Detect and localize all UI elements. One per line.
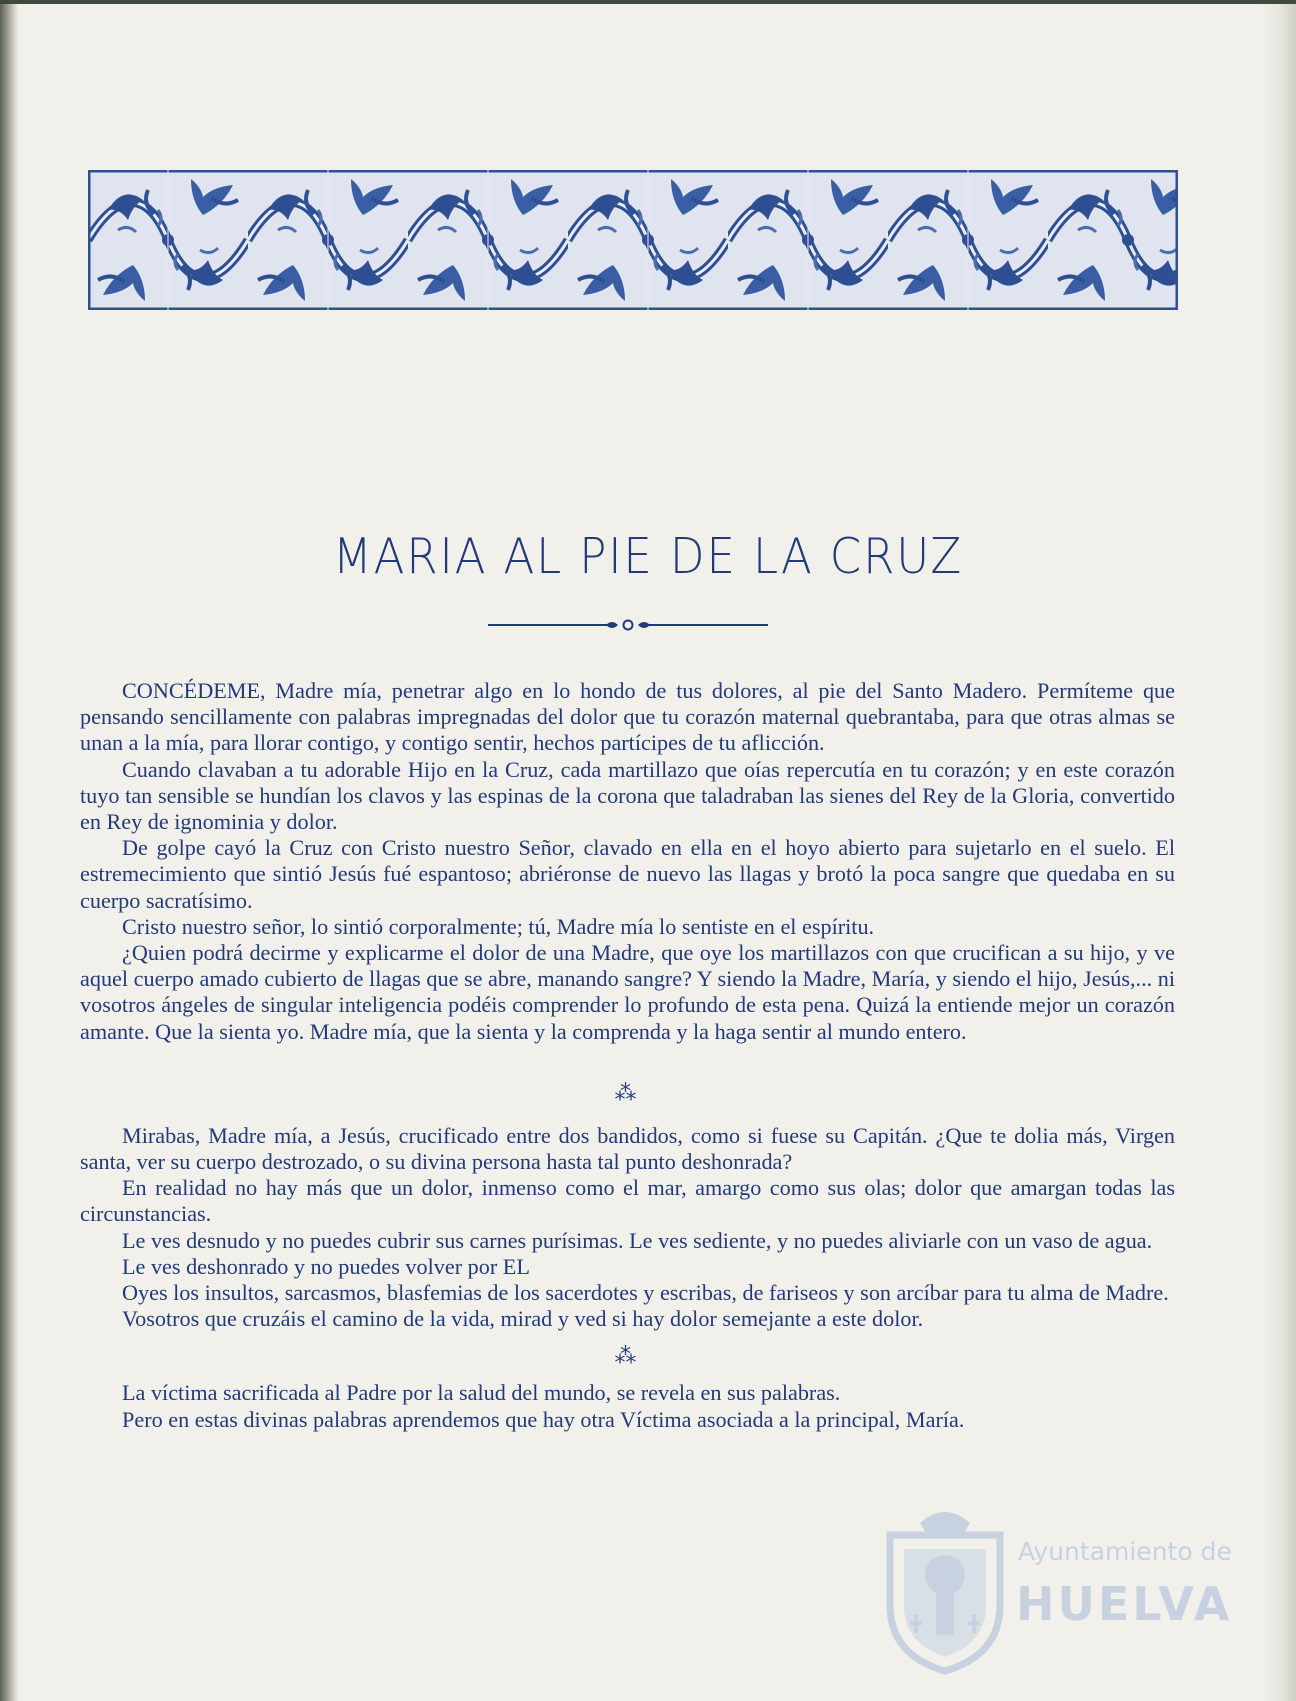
title-rule-icon xyxy=(488,618,768,632)
paragraph: La víctima sacrificada al Padre por la salud del mundo, se revela en sus palabras. xyxy=(122,1380,841,1406)
paragraph: Mirabas, Madre mía, a Jesús, crucificado entre dos bandidos, como si fuese su Capitán. ¿Que te dolia más, Virgen santa, ver su cuerpo destrozado, o su divina persona hasta tal punto deshonrada? xyxy=(80,1122,1175,1175)
paragraph: Cuando clavaban a tu adorable Hijo en la Cruz, cada martillazo que oías repercutía en tu corazón; y en este corazón tuyo tan sensible se hundían los clavos y las espinas de la corona que taladraban las sienes del Rey de la Gloria, convertido en Rey de ignominia y dolor. xyxy=(80,756,1175,835)
paragraph: En realidad no hay más que un dolor, inmenso como el mar, amargo como sus olas; dolor que amargan todas las circunstancias. xyxy=(80,1175,1175,1227)
paragraph: Le ves desnudo y no puedes cubrir sus carnes purísimas. Le ves sediente, y no puedes aliviarle con un vaso de agua. xyxy=(122,1227,1153,1253)
watermark-line2: HUELVA xyxy=(1016,1577,1233,1631)
foliage-band-icon xyxy=(88,170,1178,310)
paragraph: ¿Quien podrá decirme y explicarme el dolor de una Madre, que oye los martillazos con que crucifican a su hijo, y ve aquel cuerpo amado cubierto de llagas que se abre, manando sangre? Y siendo la Madre, María, y siendo el hijo, Jesús,... ni vosotros ángeles de singular inteligencia podéis comprender lo profundo de esta pena. Quizá la entiende mejor un corazón amante. Que la sienta yo. Madre mía, que la sienta y la comprenda y la haga sentir al mundo entero. xyxy=(80,940,1175,1044)
paragraph: Pero en estas divinas palabras aprendemos que hay otra Víctima asociada a la principal, María. xyxy=(122,1406,965,1432)
watermark-logo xyxy=(880,1505,1233,1675)
paragraph: CONCÉDEME, Madre mía, penetrar algo en lo hondo de tus dolores, al pie del Santo Madero. Permíteme que pensando sencillamente con palabras impregnadas del dolor que tu corazón maternal quebrantaba, para que otras almas se unan a la mía, para llorar contigo, y contigo sentir, hechos partícipes de tu aflicción. xyxy=(80,678,1175,756)
section-separator: ⁂ xyxy=(614,1079,641,1105)
huelva-shield-logo-icon xyxy=(880,1505,1010,1675)
page-title: MARIA AL PIE DE LA CRUZ xyxy=(332,528,964,585)
paragraph: Vosotros que cruzáis el camino de la vida, mirad y ved si hay dolor semejante a este dolor. xyxy=(122,1306,924,1332)
body-text xyxy=(80,678,1175,1433)
section-separator: ⁂ xyxy=(614,1343,641,1369)
paragraph: Cristo nuestro señor, lo sintió corporalmente; tú, Madre mía lo sentiste en el espíritu. xyxy=(122,913,875,939)
paragraph: De golpe cayó la Cruz con Cristo nuestro Señor, clavado en ella en el hoyo abierto para sujetarlo en el suelo. El estremecimiento que sintió Jesús fué espantoso; abriéronse de nuevo las llagas y brotó la poca sangre que quedaba en su cuerpo sacratísimo. xyxy=(80,835,1175,913)
watermark-line1: Ayuntamiento de xyxy=(1018,1537,1232,1566)
decorative-foliage-band xyxy=(88,170,1178,310)
paragraph: Oyes los insultos, sarcasmos, blasfemias de los sacerdotes y escribas, de fariseos y son arcíbar para tu alma de Madre. xyxy=(122,1280,1169,1306)
paragraph: Le ves deshonrado y no puedes volver por EL xyxy=(122,1253,530,1279)
